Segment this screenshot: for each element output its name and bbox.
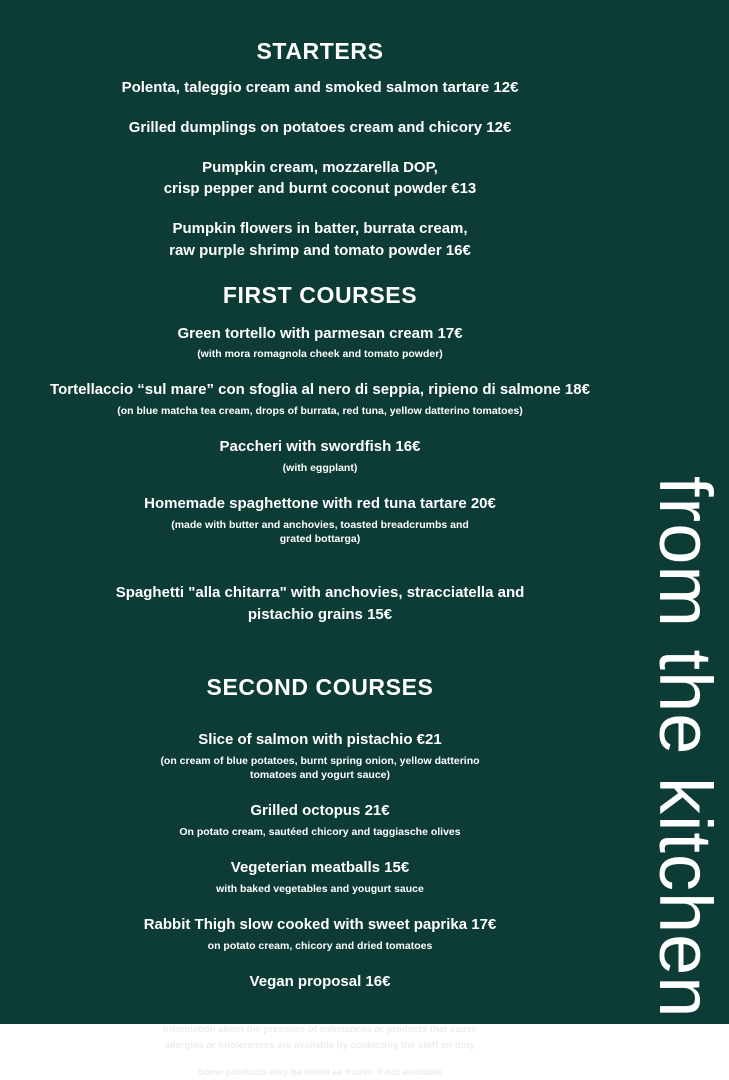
menu-item bbox=[20, 857, 620, 896]
menu-item bbox=[20, 971, 620, 993]
menu-item bbox=[20, 582, 620, 626]
menu-item bbox=[20, 379, 620, 418]
dish-name: Grilled octopus 21€ bbox=[250, 801, 390, 819]
spacer bbox=[20, 564, 620, 582]
dish-name: Homemade spaghettone with red tuna tartare 20€ bbox=[144, 495, 496, 513]
section-title-first-courses: FIRST COURSES bbox=[222, 281, 418, 308]
menu-item bbox=[20, 729, 620, 782]
allergen-footer bbox=[20, 1022, 620, 1080]
dish-note: with baked vegetables and yougurt sauce bbox=[216, 882, 424, 895]
dish-note: On potato cream, sautéed chicory and taggiasche olives bbox=[179, 825, 461, 838]
menu-item bbox=[20, 914, 620, 953]
side-title bbox=[637, 0, 729, 1024]
dish-name: Vegeterian meatballs 15€ bbox=[230, 858, 410, 876]
dish-name: Rabbit Thigh slow cooked with sweet paprika 17€ bbox=[143, 915, 497, 933]
dish-name: Spaghetti "alla chitarra" with anchovies, stracciatella and pistachio grains 15€ bbox=[115, 584, 525, 624]
menu-item bbox=[20, 117, 620, 139]
dish-note: (made with butter and anchovies, toasted breadcrumbs and grated bottarga) bbox=[171, 519, 469, 546]
dish-name: Tortellaccio “sul mare” con sfoglia al nero di seppia, ripieno di salmone 18€ bbox=[50, 381, 590, 399]
dish-note: (on blue matcha tea cream, drops of burrata, red tuna, yellow datterino tomatoes) bbox=[117, 405, 523, 418]
dish-note: (with mora romagnola cheek and tomato powder) bbox=[197, 348, 443, 361]
dish-name: Green tortello with parmesan cream 17€ bbox=[177, 324, 463, 342]
menu-item bbox=[20, 800, 620, 839]
section-title-starters: STARTERS bbox=[256, 38, 384, 64]
dish-name: Polenta, taleggio cream and smoked salmon tartare 12€ bbox=[121, 79, 519, 96]
menu-item bbox=[20, 77, 620, 99]
menu-item bbox=[20, 323, 620, 362]
footer-line-2: Some products may be listed as frozen if not available bbox=[197, 1066, 443, 1078]
dish-name: Grilled dumplings on potatoes cream and chicory 12€ bbox=[128, 118, 512, 136]
footer-line-1: Information about the presence of substances or products that cause allergies or intolerances are available by contacting the staff on duty bbox=[163, 1024, 477, 1051]
dish-note: (with eggplant) bbox=[282, 462, 358, 475]
section-title-second-courses: SECOND COURSES bbox=[206, 673, 434, 700]
dish-name: Vegan proposal 16€ bbox=[249, 972, 391, 990]
dish-name: Slice of salmon with pistachio €21 bbox=[198, 730, 442, 748]
dish-note: on potato cream, chicory and dried tomatoes bbox=[207, 939, 433, 952]
menu-item bbox=[20, 493, 620, 546]
dish-name: Pumpkin cream, mozzarella DOP, crisp pepper and burnt coconut powder €13 bbox=[163, 158, 477, 198]
dish-note: (on cream of blue potatoes, burnt spring onion, yellow datterino tomatoes and yogurt sauce) bbox=[160, 754, 480, 781]
menu-item bbox=[20, 218, 620, 262]
side-title-text: from the kitchen bbox=[644, 475, 728, 1018]
menu-item bbox=[20, 157, 620, 201]
dish-name: Paccheri with swordfish 16€ bbox=[219, 438, 421, 456]
dish-name: Pumpkin flowers in batter, burrata cream, raw purple shrimp and tomato powder 16€ bbox=[169, 220, 471, 259]
menu-item bbox=[20, 436, 620, 475]
